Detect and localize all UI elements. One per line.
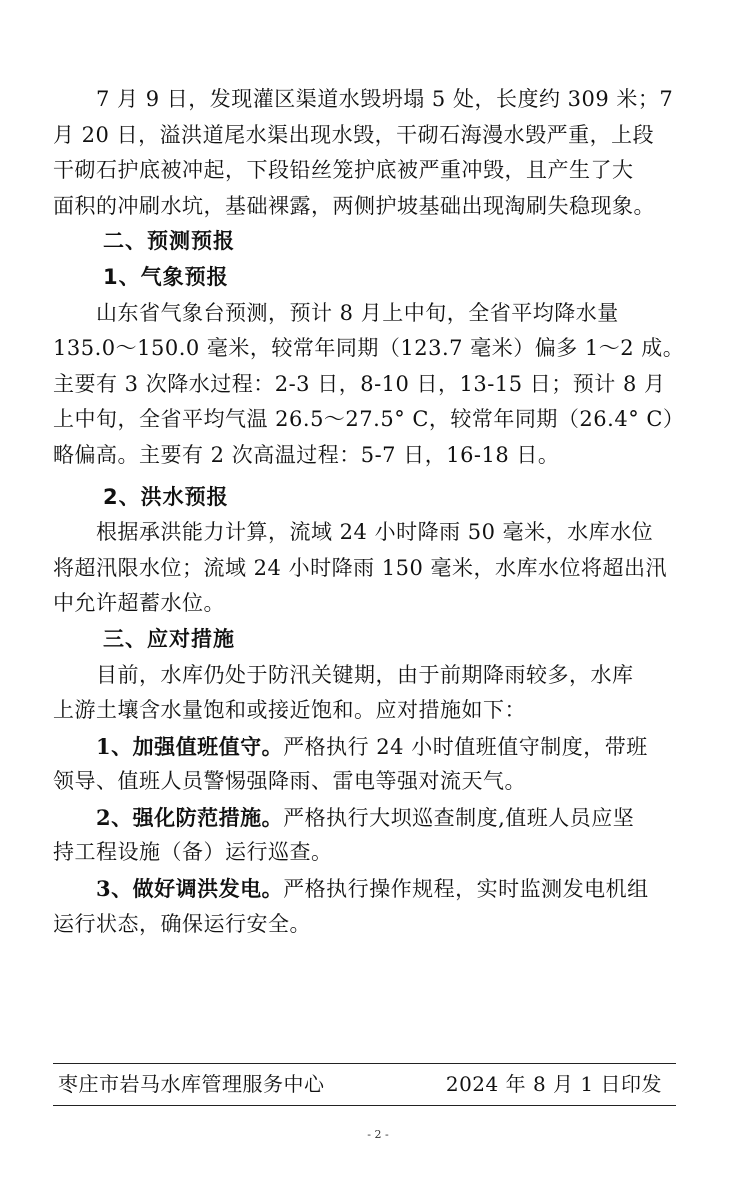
paragraph-line: 上游土壤含水量饱和或接近饱和。应对措施如下： (53, 698, 526, 723)
paragraph-line: 将超汛限水位；流域 24 小时降雨 150 毫米，水库水位将超出汛 (53, 555, 668, 580)
footer-top-rule (53, 1063, 676, 1064)
measure-text: 严格执行大坝巡查制度,值班人员应坚 (283, 805, 635, 830)
paragraph-line: 上中旬，全省平均气温 26.5～27.5° C，较常年同期（26.4° C） (53, 407, 685, 432)
measure-item-duty (53, 729, 689, 765)
measure-title: 3、做好调洪发电。 (96, 876, 284, 902)
paragraph-line: 领导、值班人员警惕强降雨、雷电等强对流天气。 (53, 769, 526, 794)
document-body (53, 82, 689, 942)
paragraph-line: 135.0～150.0 毫米，较常年同期（123.7 毫米）偏多 1～2 成。 (53, 336, 685, 361)
page-number: - 2 - (367, 1128, 389, 1141)
paragraph-line: 干砌石护底被冲起，下段铅丝笼护底被严重冲毁，且产生了大 (53, 158, 634, 183)
paragraph-line: 主要有 3 次降水过程：2-3 日，8-10 日，13-15 日；预计 8 月 (53, 371, 666, 396)
measure-title: 2、强化防范措施。 (96, 804, 284, 830)
paragraph-line: 略偏高。主要有 2 次高温过程：5-7 日，16-18 日。 (53, 442, 560, 467)
footer-bottom-rule (53, 1105, 676, 1106)
paragraph-line: 中允许超蓄水位。 (53, 591, 225, 616)
subsection-heading-flood: 2、洪水预报 (103, 484, 229, 509)
measure-item-prevention (53, 800, 689, 836)
paragraph-line: 运行状态，确保运行安全。 (53, 911, 311, 936)
paragraph-line: 目前，水库仍处于防汛关键期，由于前期降雨较多，水库 (96, 662, 634, 687)
paragraph-line: 根据承洪能力计算，流域 24 小时降雨 50 毫米，水库水位 (96, 520, 654, 545)
paragraph-line: 持工程设施（备）运行巡查。 (53, 840, 333, 865)
measure-title: 1、加强值班值守。 (96, 733, 284, 759)
paragraph-line: 月 20 日，溢洪道尾水渠出现水毁，干砌石海漫水毁严重，上段 (53, 122, 655, 147)
measure-text: 严格执行操作规程，实时监测发电机组 (283, 877, 649, 902)
paragraph-line: 面积的冲刷水坑，基础裸露，两侧护坡基础出现淘刷失稳现象。 (53, 193, 655, 218)
paragraph-line: 7 月 9 日，发现灌区渠道水毁坍塌 5 处，长度约 309 米；7 (96, 87, 674, 111)
section-heading-forecast: 二、预测预报 (103, 229, 235, 254)
measure-text: 严格执行 24 小时值班值守制度，带班 (283, 734, 648, 759)
measure-item-power (53, 871, 689, 907)
section-heading-measures: 三、应对措施 (103, 626, 235, 651)
subsection-heading-weather: 1、气象预报 (103, 264, 229, 289)
footer-issue-date: 2024 年 8 月 1 日印发 (445, 1072, 662, 1096)
footer-organization: 枣庄市岩马水库管理服务中心 (58, 1072, 325, 1096)
paragraph-line: 山东省气象台预测，预计 8 月上中旬，全省平均降水量 (96, 300, 619, 325)
